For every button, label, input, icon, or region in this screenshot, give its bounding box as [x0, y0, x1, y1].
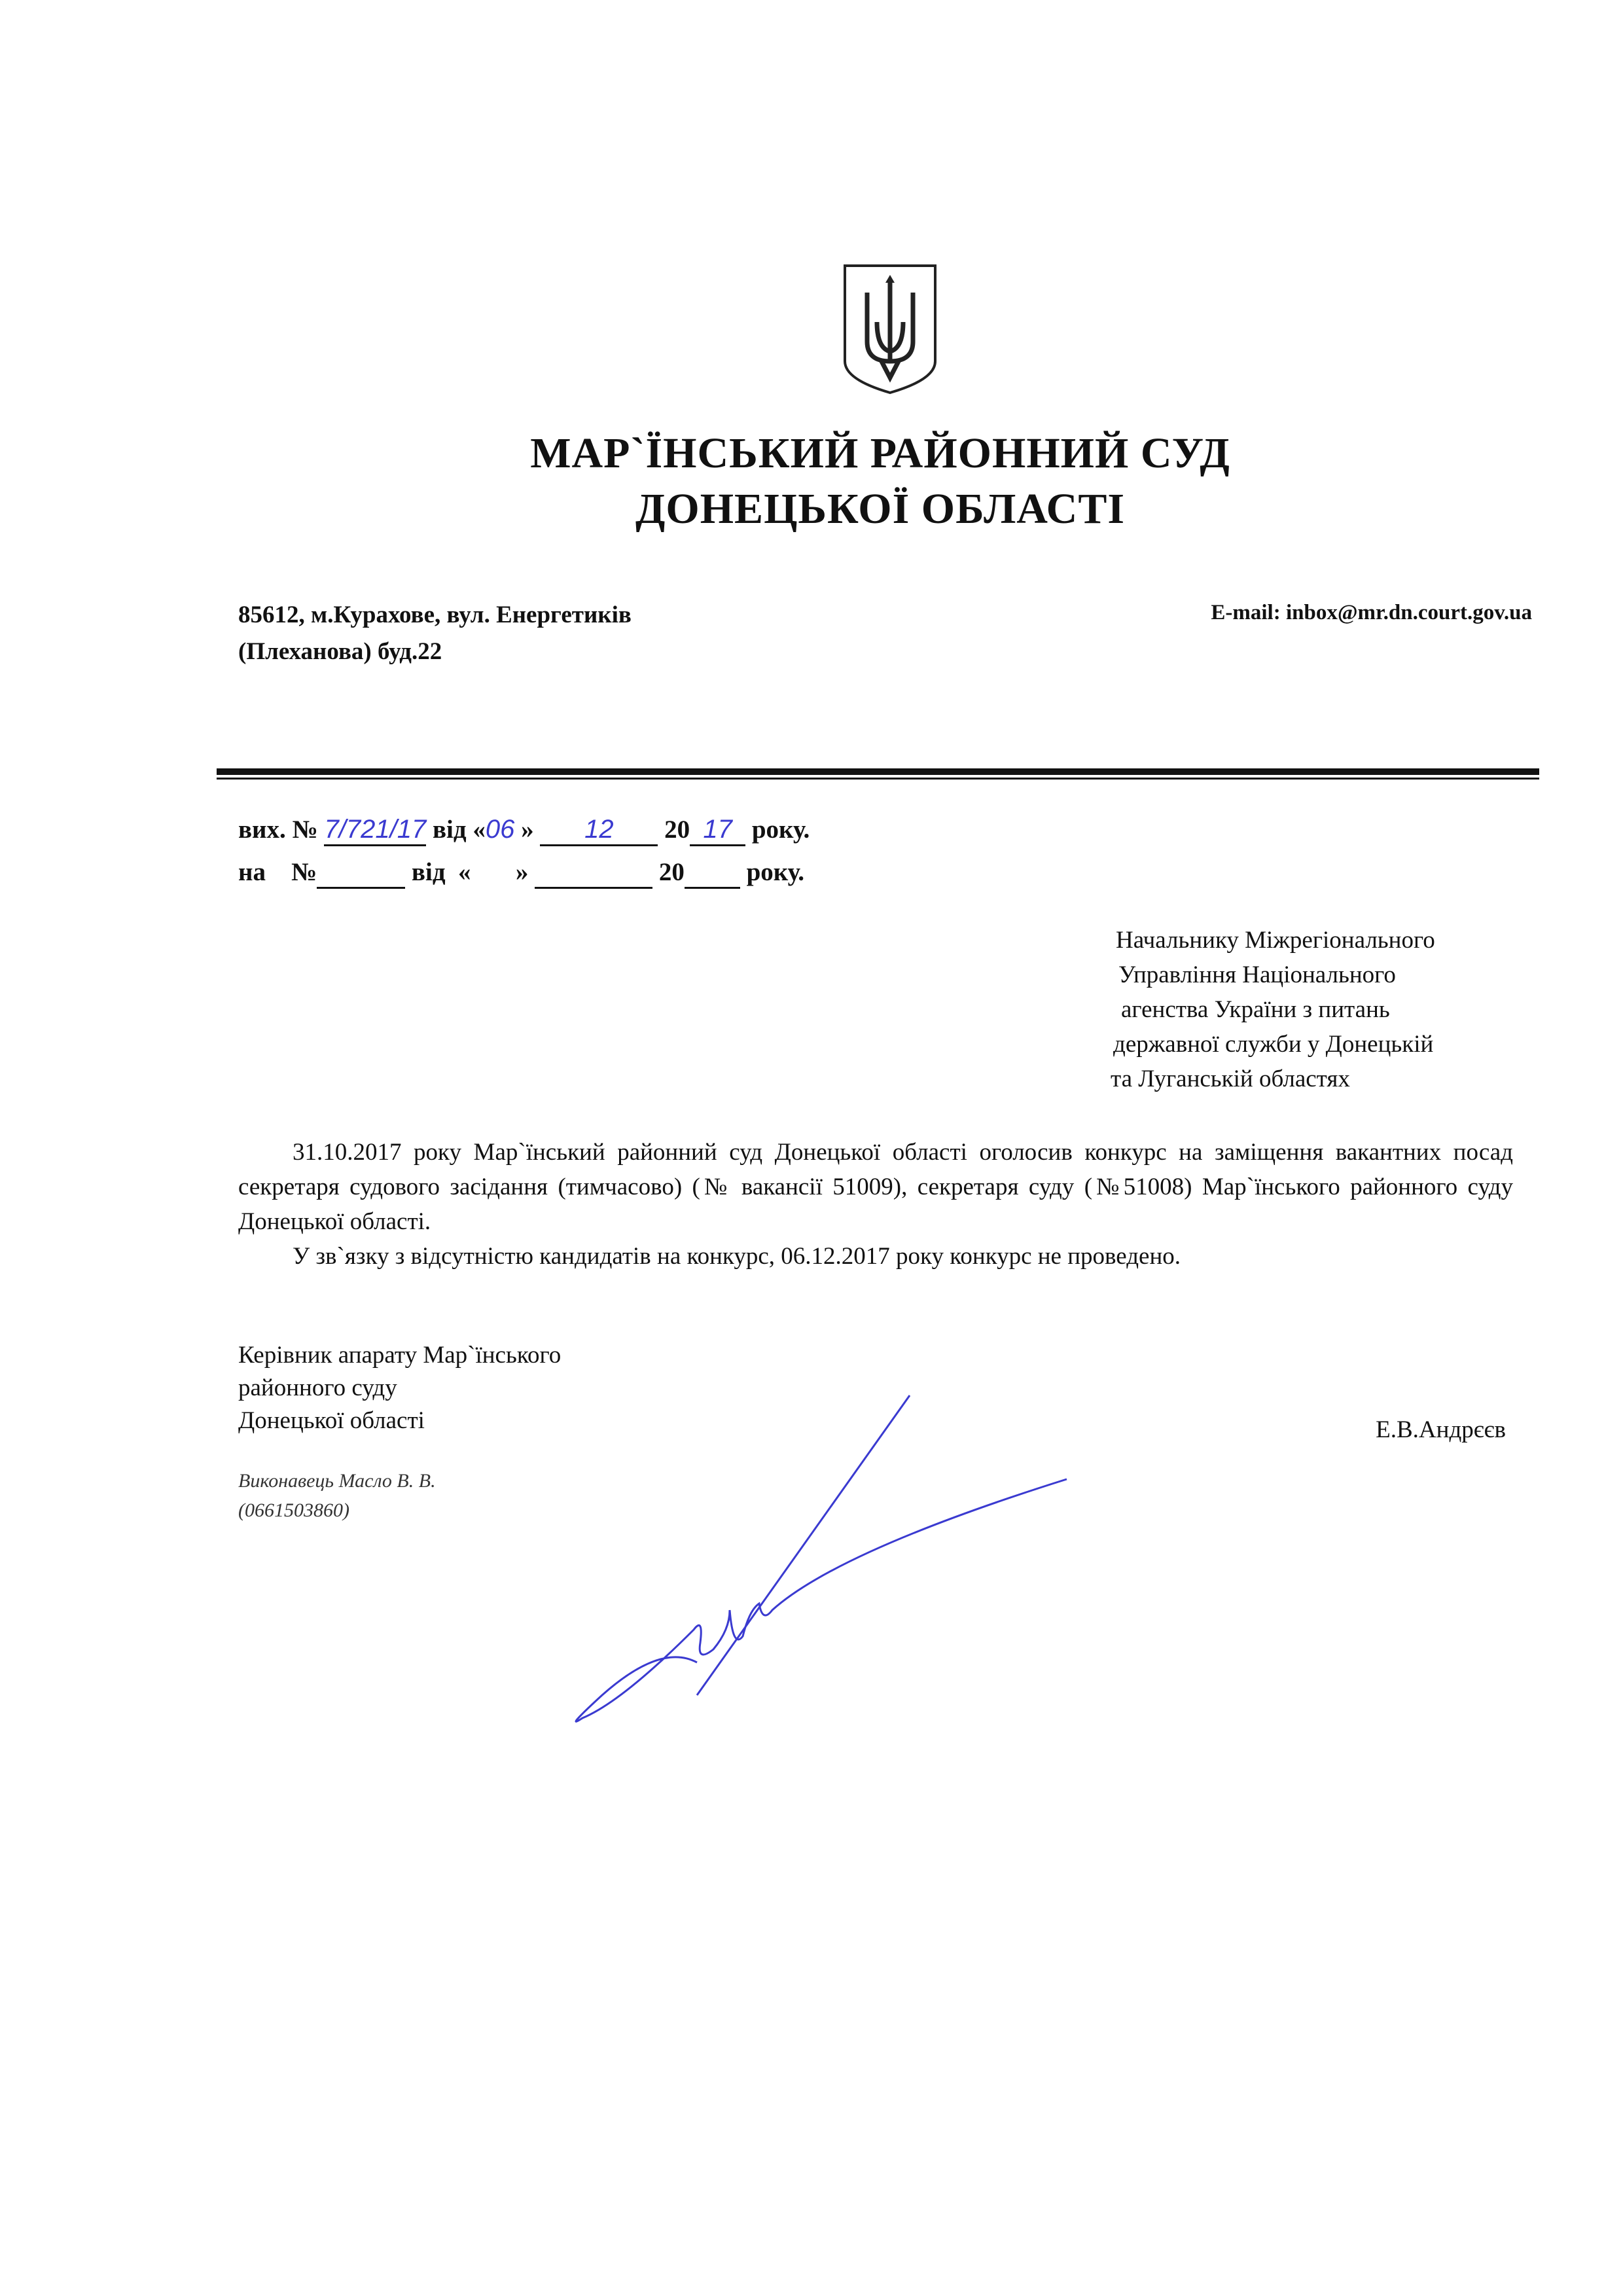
position-line: Керівник апарату Мар`їнського [238, 1342, 562, 1369]
header-rule [217, 768, 1539, 775]
addressee-block [1111, 923, 1435, 1096]
executor-block [238, 1466, 436, 1525]
in-year-suffix: року. [746, 858, 805, 886]
out-year: 17 [703, 815, 732, 844]
in-prefix: на № [238, 858, 317, 886]
year-suffix: року. [751, 816, 810, 844]
email: E-mail: inbox@mr.dn.court.gov.ua [1211, 601, 1532, 624]
trident-emblem-icon [841, 263, 939, 395]
in-close-quote: » [515, 858, 529, 886]
addressee-line: агенства України з питань [1121, 996, 1390, 1023]
position-line: Донецької області [238, 1407, 425, 1434]
out-day: 06 [485, 815, 515, 844]
addressee-line: Начальнику Міжрегіонального [1116, 927, 1435, 954]
position-line: районного суду [238, 1374, 397, 1401]
body-paragraph: 31.10.2017 року Мар`їнський районний суд Донецької області оголосив конкурс на заміщення вакантних посад секретаря судового засідання (тимчасово) (№ вакансії 51009), секретаря суду (№51008) Мар`їнського районного суду Донецької області. [238, 1139, 1513, 1235]
out-number: 7/721/17 [324, 815, 427, 844]
letter-body [238, 1135, 1513, 1274]
addressee-line: та Луганській областях [1111, 1066, 1350, 1092]
signatory-position [238, 1339, 561, 1437]
year-prefix: 20 [664, 816, 690, 844]
body-paragraph: У зв`язку з відсутністю кандидатів на конкурс, 06.12.2017 року конкурс не проведено. [293, 1243, 1181, 1270]
handwritten-signature [563, 1388, 1086, 1728]
addressee-line: державної служби у Донецькій [1113, 1031, 1434, 1058]
incoming-reference [238, 855, 804, 890]
from-label: від « [432, 816, 486, 844]
close-quote: » [521, 816, 534, 844]
out-month: 12 [584, 815, 614, 844]
out-prefix: вих. № [238, 816, 318, 844]
in-from-label: від « [411, 858, 471, 886]
address-line2: (Плеханова) буд.22 [238, 638, 442, 665]
in-year-prefix: 20 [658, 858, 685, 886]
signatory-name: Е.В.Андрєєв [1376, 1416, 1506, 1443]
header-rule-thin [217, 778, 1539, 780]
address-line1: 85612, м.Курахове, вул. Енергетиків [238, 601, 632, 628]
executor-name: Виконавець Масло В. В. [238, 1470, 436, 1492]
court-title-line2: ДОНЕЦЬКОЇ ОБЛАСТІ [635, 485, 1126, 533]
court-title-line1: МАР`ЇНСЬКИЙ РАЙОННИЙ СУД [530, 429, 1230, 477]
addressee-line: Управління Національного [1118, 961, 1396, 988]
executor-phone: (0661503860) [238, 1499, 349, 1521]
outgoing-reference [238, 812, 810, 848]
